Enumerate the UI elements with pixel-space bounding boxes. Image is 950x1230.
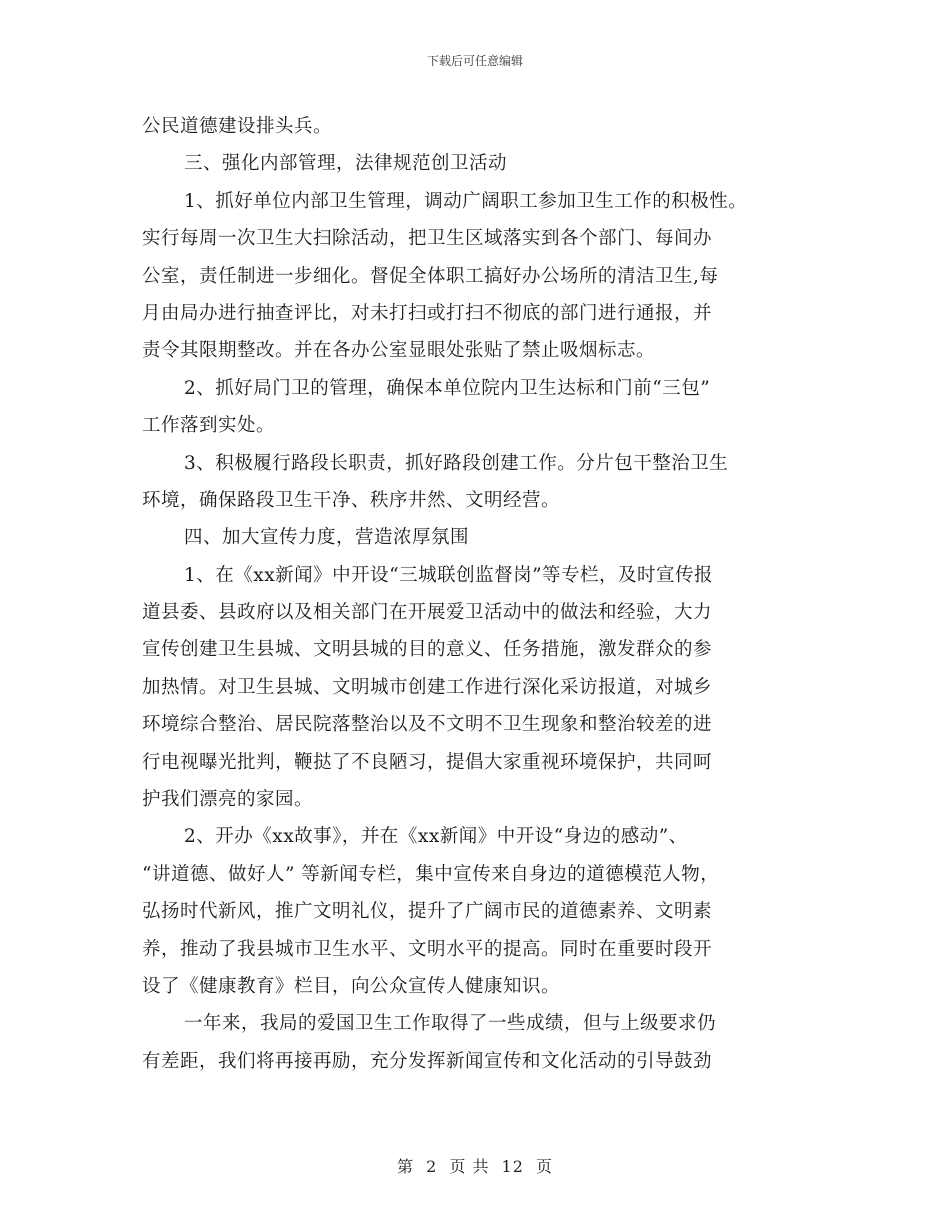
text-line: 一年来，我局的爱国卫生工作取得了一些成绩，但与上级要求仍 (184, 1013, 717, 1035)
text-line: 四、加大宣传力度，营造浓厚氛围 (184, 527, 470, 549)
text-line: 2、开办《xx故事》，并在《xx新闻》中开设“身边的感动”、 (184, 826, 688, 848)
text-line: 公室，责任制进一步细化。督促全体职工搞好办公场所的清洁卫生,每 (142, 265, 719, 287)
text-line: 环境，确保路段卫生干净、秩序井然、文明经营。 (142, 489, 561, 511)
text-line: 道县委、县政府以及相关部门在开展爱卫活动中的做法和经验，大力 (142, 602, 713, 624)
text-line: 2、抓好局门卫的管理，确保本单位院内卫生达标和门前“三包” (184, 377, 711, 399)
footer-prefix: 第 (396, 1157, 414, 1176)
page-header-note: 下载后可任意编辑 (426, 54, 523, 68)
footer-page-number: 2 (426, 1157, 438, 1176)
footer-total-pages: 12 (501, 1157, 524, 1176)
footer-suffix: 页 (536, 1157, 554, 1176)
text-line: 3、积极履行路段长职责，抓好路段创建工作。分片包干整治卫生 (184, 452, 729, 474)
text-line: 工作落到实处。 (142, 415, 276, 437)
text-line: 月由局办进行抽查评比，对未打扫或打扫不彻底的部门进行通报，并 (142, 302, 713, 324)
text-line: “讲道德、做好人” 等新闻专栏，集中宣传来自身边的道德模范人物， (142, 863, 720, 885)
document-body (142, 108, 828, 1080)
page-footer (0, 1154, 950, 1177)
text-line: 设了《健康教育》栏目，向公众宣传人健康知识。 (142, 975, 561, 997)
text-line: 三、强化内部管理，法律规范创卫活动 (184, 153, 508, 175)
text-line: 1、抓好单位内部卫生管理，调动广阔职工参加卫生工作的积极性。 (184, 190, 748, 212)
footer-middle: 页 共 (449, 1157, 490, 1176)
text-line: 宣传创建卫生县城、文明县城的目的意义、任务措施，激发群众的参 (142, 639, 713, 661)
text-line: 实行每周一次卫生大扫除活动，把卫生区域落实到各个部门、每间办 (142, 228, 713, 250)
text-line: 责令其限期整改。并在各办公室显眼处张贴了禁止吸烟标志。 (142, 340, 656, 362)
text-line: 弘扬时代新风，推广文明礼仪，提升了广阔市民的道德素养、文明素 (142, 901, 713, 923)
text-line: 养，推动了我县城市卫生水平、文明水平的提高。同时在重要时段开 (142, 938, 713, 960)
text-line: 行电视曝光批判，鞭挞了不良陋习，提倡大家重视环境保护，共同呵 (142, 751, 713, 773)
text-line: 有差距，我们将再接再励，充分发挥新闻宣传和文化活动的引导鼓劲 (142, 1050, 713, 1072)
text-line: 护我们漂亮的家园。 (142, 789, 314, 811)
text-line: 环境综合整治、居民院落整治以及不文明不卫生现象和整治较差的进 (142, 714, 713, 736)
text-line: 1、在《xx新闻》中开设“三城联创监督岗”等专栏，及时宣传报 (184, 564, 714, 586)
text-line: 加热情。对卫生县城、文明城市创建工作进行深化采访报道，对城乡 (142, 676, 713, 698)
text-line: 公民道德建设排头兵。 (142, 116, 333, 137)
